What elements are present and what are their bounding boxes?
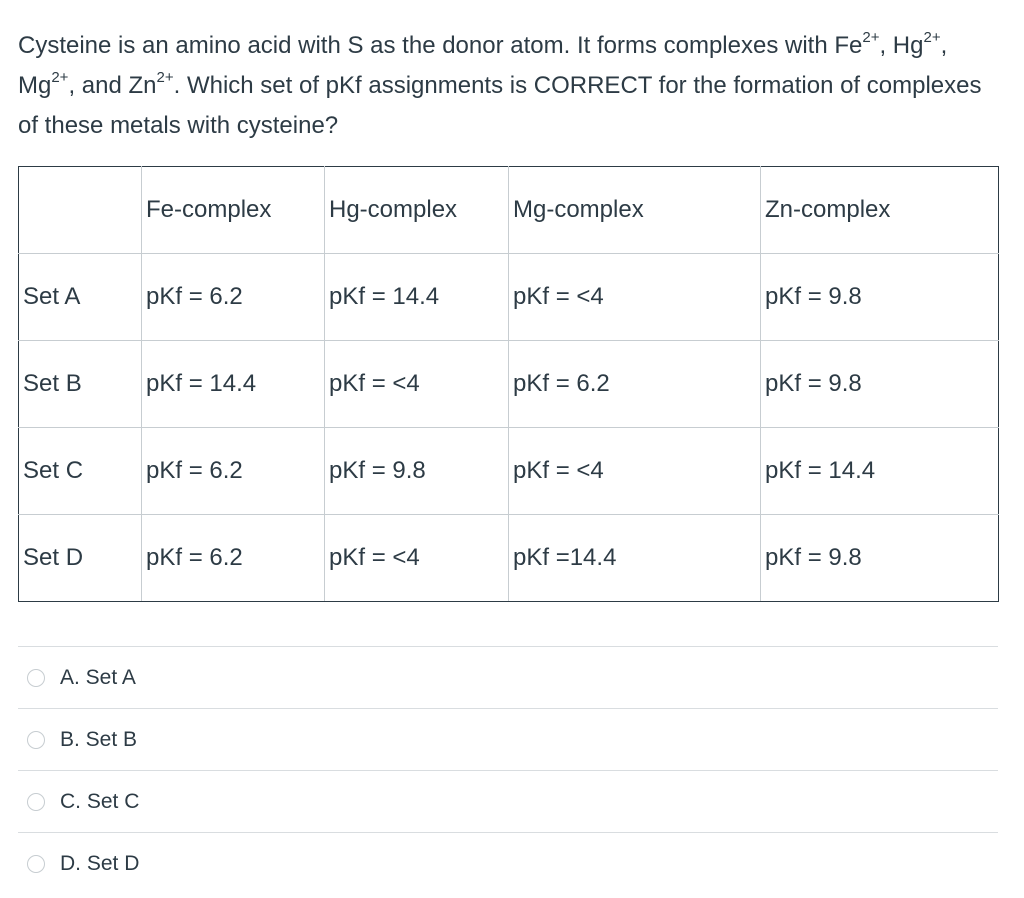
answer-label-c[interactable]: C. Set C <box>60 789 140 813</box>
question-part-1: Cysteine is an amino acid with S as the donor atom. It forms complexes with Fe <box>18 32 863 59</box>
table-cell: pKf = 14.4 <box>761 428 999 515</box>
row-label: Set D <box>19 515 142 602</box>
header-cell-hg: Hg-complex <box>325 167 509 254</box>
row-label: Set B <box>19 341 142 428</box>
table-cell: pKf = 6.2 <box>142 515 325 602</box>
answer-choices <box>18 646 998 894</box>
radio-button-b[interactable] <box>27 731 45 749</box>
charge-zn: 2+ <box>156 69 174 86</box>
charge-fe: 2+ <box>862 29 880 46</box>
table-row <box>19 515 999 602</box>
table-cell: pKf = 9.8 <box>761 254 999 341</box>
table-cell: pKf = <4 <box>509 428 761 515</box>
row-label: Set A <box>19 254 142 341</box>
header-cell-empty <box>19 167 142 254</box>
radio-button-d[interactable] <box>27 855 45 873</box>
question-part-5: . Which set of pKf assignments is CORRECT for the formation of complexes of these metals with cysteine? <box>18 72 982 139</box>
question-part-4: , and Zn <box>68 72 157 99</box>
answer-option-c[interactable] <box>18 770 998 832</box>
table-cell: pKf = 6.2 <box>509 341 761 428</box>
table-cell: pKf = <4 <box>325 341 509 428</box>
header-cell-mg: Mg-complex <box>509 167 761 254</box>
table-cell: pKf = 9.8 <box>761 341 999 428</box>
table-cell: pKf = 14.4 <box>142 341 325 428</box>
charge-mg: 2+ <box>51 69 69 86</box>
table-cell: pKf =14.4 <box>509 515 761 602</box>
radio-button-a[interactable] <box>27 669 45 687</box>
table-row <box>19 254 999 341</box>
radio-button-c[interactable] <box>27 793 45 811</box>
pkf-sets-table <box>18 166 999 602</box>
table-row <box>19 341 999 428</box>
table-header-row <box>19 167 999 254</box>
table-cell: pKf = 9.8 <box>761 515 999 602</box>
table-cell: pKf = 6.2 <box>142 428 325 515</box>
answer-option-d[interactable] <box>18 832 998 894</box>
answer-label-d[interactable]: D. Set D <box>60 851 140 875</box>
charge-hg: 2+ <box>923 29 941 46</box>
table-cell: pKf = 14.4 <box>325 254 509 341</box>
answer-label-b[interactable]: B. Set B <box>60 727 138 751</box>
answer-option-a[interactable] <box>18 646 998 708</box>
header-cell-zn: Zn-complex <box>761 167 999 254</box>
table-row <box>19 428 999 515</box>
question-text <box>18 26 998 146</box>
answer-label-a[interactable]: A. Set A <box>60 665 136 689</box>
header-cell-fe: Fe-complex <box>142 167 325 254</box>
question-part-2: , Hg <box>879 32 924 59</box>
answer-option-b[interactable] <box>18 708 998 770</box>
table-cell: pKf = <4 <box>325 515 509 602</box>
row-label: Set C <box>19 428 142 515</box>
table-cell: pKf = 9.8 <box>325 428 509 515</box>
table-cell: pKf = 6.2 <box>142 254 325 341</box>
table-cell: pKf = <4 <box>509 254 761 341</box>
question-part-3: , Mg <box>18 32 948 99</box>
